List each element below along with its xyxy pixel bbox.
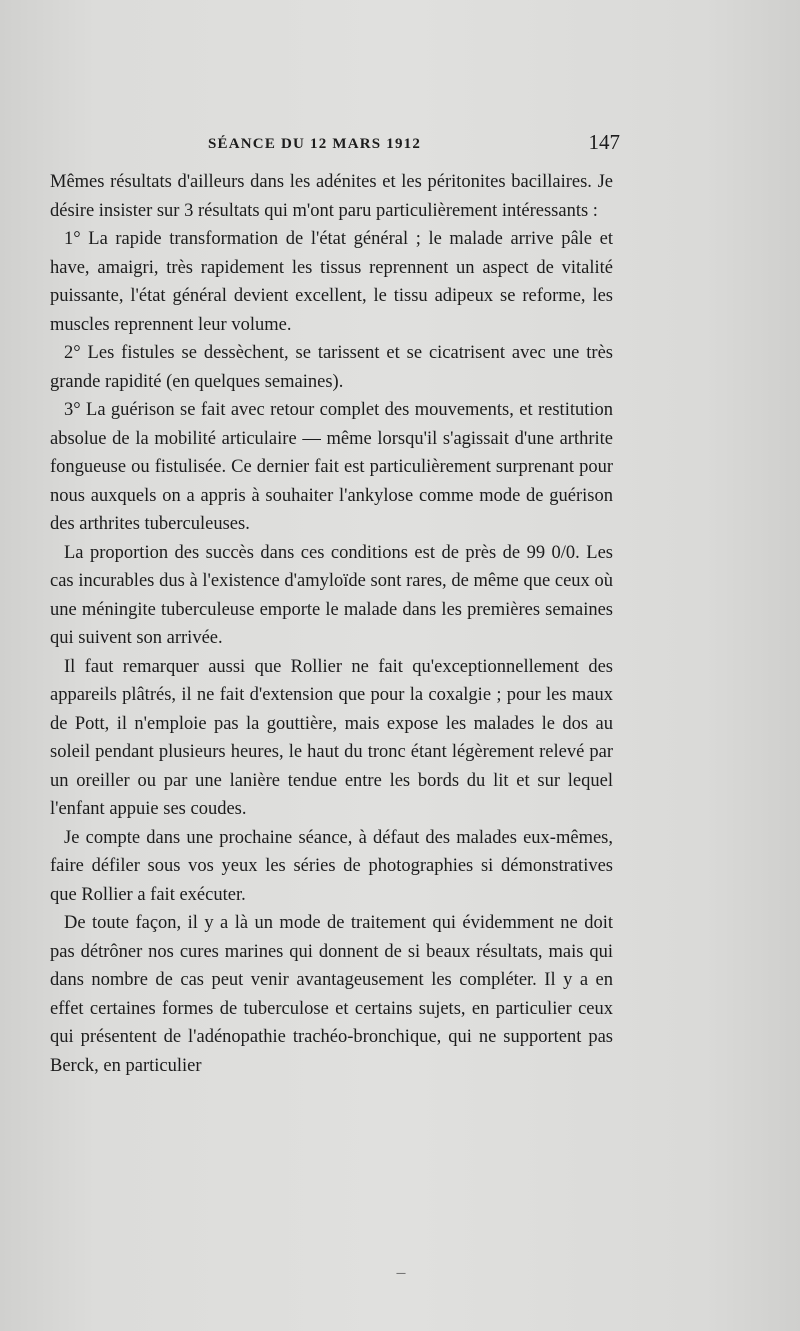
paragraph-proportion: La proportion des succès dans ces conditions est de près de 99 0/0. Les cas incurables dus à l'existence d'amyloïde sont rares, de même que ceux où une méningite tuberculeuse emporte le malade dans les premières semaines qui suivent son arrivée. bbox=[50, 542, 613, 648]
paragraph-intro: Mêmes résultats d'ailleurs dans les adénites et les péritonites bacillaires. Je désire insister sur 3 résultats qui m'ont paru particulièrement intéressants : bbox=[50, 172, 613, 221]
paragraph-conclusion: De toute façon, il y a là un mode de traitement qui évidemment ne doit pas détrôner nos cures marines qui donnent de si beaux résultats, mais qui dans nombre de cas peut venir avantageusement les compléter. Il y a en effet certaines formes de tuberculose et certains sujets, en particulier ceux qui présentent de l'adénopathie trachéo-bronchique, qui ne supportent pas Berck, en particulier bbox=[50, 913, 613, 1076]
running-head: SÉANCE DU 12 MARS 1912 bbox=[208, 136, 422, 152]
body-text bbox=[50, 168, 613, 1080]
paragraph-point-3: 3° La guérison se fait avec retour complet des mouvements, et restitution absolue de la mobilité articulaire — même lorsqu'il s'agissait d'une arthrite fongueuse ou fistulisée. Ce dernier fait est particulièrement surprenant pour nous auxquels on a appris à souhaiter l'ankylose comme mode de guérison des arthrites tuberculeuses. bbox=[50, 400, 613, 534]
paragraph-photographs: Je compte dans une prochaine séance, à défaut des malades eux-mêmes, faire défiler sous vos yeux les séries de photographies si démonstratives que Rollier a fait exécuter. bbox=[50, 827, 613, 905]
paragraph-rollier-method: Il faut remarquer aussi que Rollier ne fait qu'exceptionnellement des appareils plâtrés, il ne fait d'extension que pour la coxalgie ; pour les maux de Pott, il n'emploie pas la gouttière, mais expose les malades le dos au soleil pendant plusieurs heures, le haut du tronc étant légèrement relevé par un oreiller ou par une lanière tendue entre les bords du lit et sur lequel l'enfant appuie ses coudes. bbox=[50, 656, 613, 819]
paragraph-point-2: 2° Les fistules se dessèchent, se tarissent et se cicatrisent avec une très grande rapidité (en quelques semaines). bbox=[50, 343, 613, 392]
paragraph-point-1: 1° La rapide transformation de l'état général ; le malade arrive pâle et have, amaigri, très rapidement les tissus reprennent un aspect de vitalité puissante, l'état général devient excellent, le tissu adipeux se reforme, les muscles reprennent leur volume. bbox=[50, 229, 613, 335]
page-number: 147 bbox=[588, 130, 620, 154]
footer-mark: — bbox=[396, 1268, 406, 1279]
page-header bbox=[200, 130, 620, 164]
